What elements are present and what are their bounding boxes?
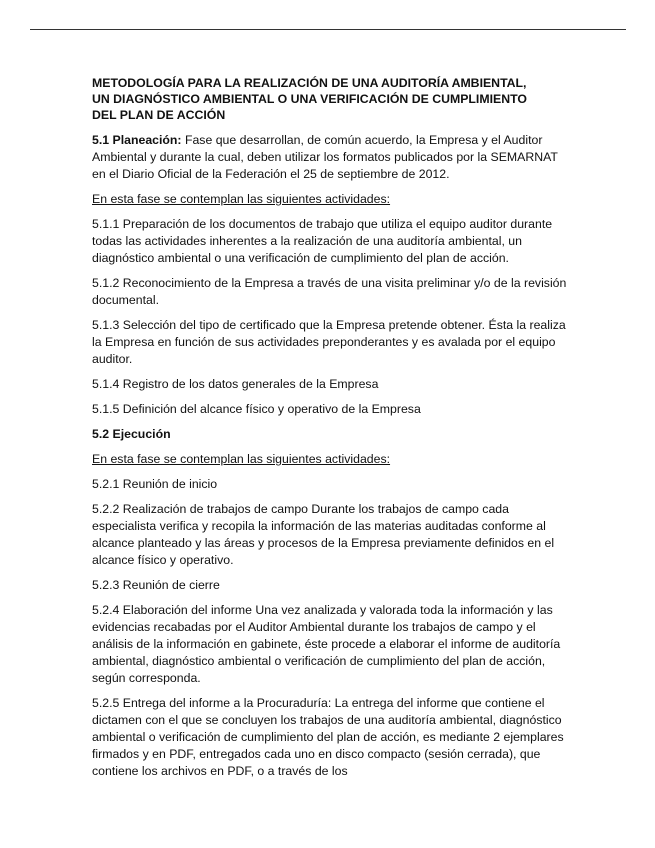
section-5-1-text: Fase que desarrollan, de común acuerdo, la Empresa y el Auditor Ambiental y durante la cual, deben utilizar los formatos publicados por la SEMARNAT en el Diario Oficial de la Federación el 25 de septiembre de 2012. bbox=[92, 133, 558, 181]
section-5-1-label: 5.1 Planeación: bbox=[92, 133, 182, 147]
header-rule bbox=[30, 29, 626, 30]
title-line-1: METODOLOGÍA PARA LA REALIZACIÓN DE UNA AUDITORÍA AMBIENTAL, bbox=[92, 76, 527, 90]
section-5-1-paragraph bbox=[92, 132, 570, 183]
item-5-2-3: 5.2.3 Reunión de cierre bbox=[92, 578, 220, 592]
title-line-3: DEL PLAN DE ACCIÓN bbox=[92, 108, 226, 122]
item-5-2-5: 5.2.5 Entrega del informe a la Procuraduría: La entrega del informe que contiene el dictamen con el que se concluyen los trabajos de una auditoría ambiental, diagnóstico ambiental o verificación de cumplimiento del plan de acción, es mediante 2 ejemplares firmados y en PDF, entregados cada uno en disco compacto (sesión cerrada), que contiene los archivos en PDF, o a través de los bbox=[92, 696, 564, 778]
section-5-2-heading: 5.2 Ejecución bbox=[92, 427, 171, 441]
item-5-1-2: 5.1.2 Reconocimiento de la Empresa a través de una visita preliminar y/o de la revisión documental. bbox=[92, 276, 567, 307]
item-5-2-4: 5.2.4 Elaboración del informe Una vez analizada y valorada toda la información y las evidencias recabadas por el Auditor Ambiental durante los trabajos de campo y el análisis de la información en gabinete, éste procede a elaborar el informe de auditoría ambiental, diagnóstico ambiental o verificación de cumplimiento del plan de acción, según corresponda. bbox=[92, 603, 561, 685]
item-5-2-1: 5.2.1 Reunión de inicio bbox=[92, 477, 218, 491]
activities-intro-2: En esta fase se contemplan las siguientes actividades: bbox=[92, 452, 391, 466]
item-5-1-4: 5.1.4 Registro de los datos generales de la Empresa bbox=[92, 377, 379, 391]
item-5-1-5: 5.1.5 Definición del alcance físico y operativo de la Empresa bbox=[92, 402, 421, 416]
item-5-2-2: 5.2.2 Realización de trabajos de campo Durante los trabajos de campo cada especialista verifica y recopila la información de las materias auditadas conforme al alcance planteado y las áreas y procesos de la Empresa previamente definidos en el alcance físico y operativo. bbox=[92, 502, 555, 567]
title-line-2: UN DIAGNÓSTICO AMBIENTAL O UNA VERIFICACIÓN DE CUMPLIMIENTO bbox=[92, 92, 527, 106]
activities-intro: En esta fase se contemplan las siguientes actividades: bbox=[92, 192, 391, 206]
item-5-1-1: 5.1.1 Preparación de los documentos de trabajo que utiliza el equipo auditor durante todas las actividades inherentes a la realización de una auditoría ambiental, un diagnóstico ambiental o una verificación de cumplimiento del plan de acción. bbox=[92, 217, 553, 265]
document-body bbox=[92, 75, 570, 788]
document-title bbox=[92, 75, 570, 123]
item-5-1-3: 5.1.3 Selección del tipo de certificado que la Empresa pretende obtener. Ésta la realiza la Empresa en función de sus actividades preponderantes y es avalada por el equipo auditor. bbox=[92, 318, 566, 366]
